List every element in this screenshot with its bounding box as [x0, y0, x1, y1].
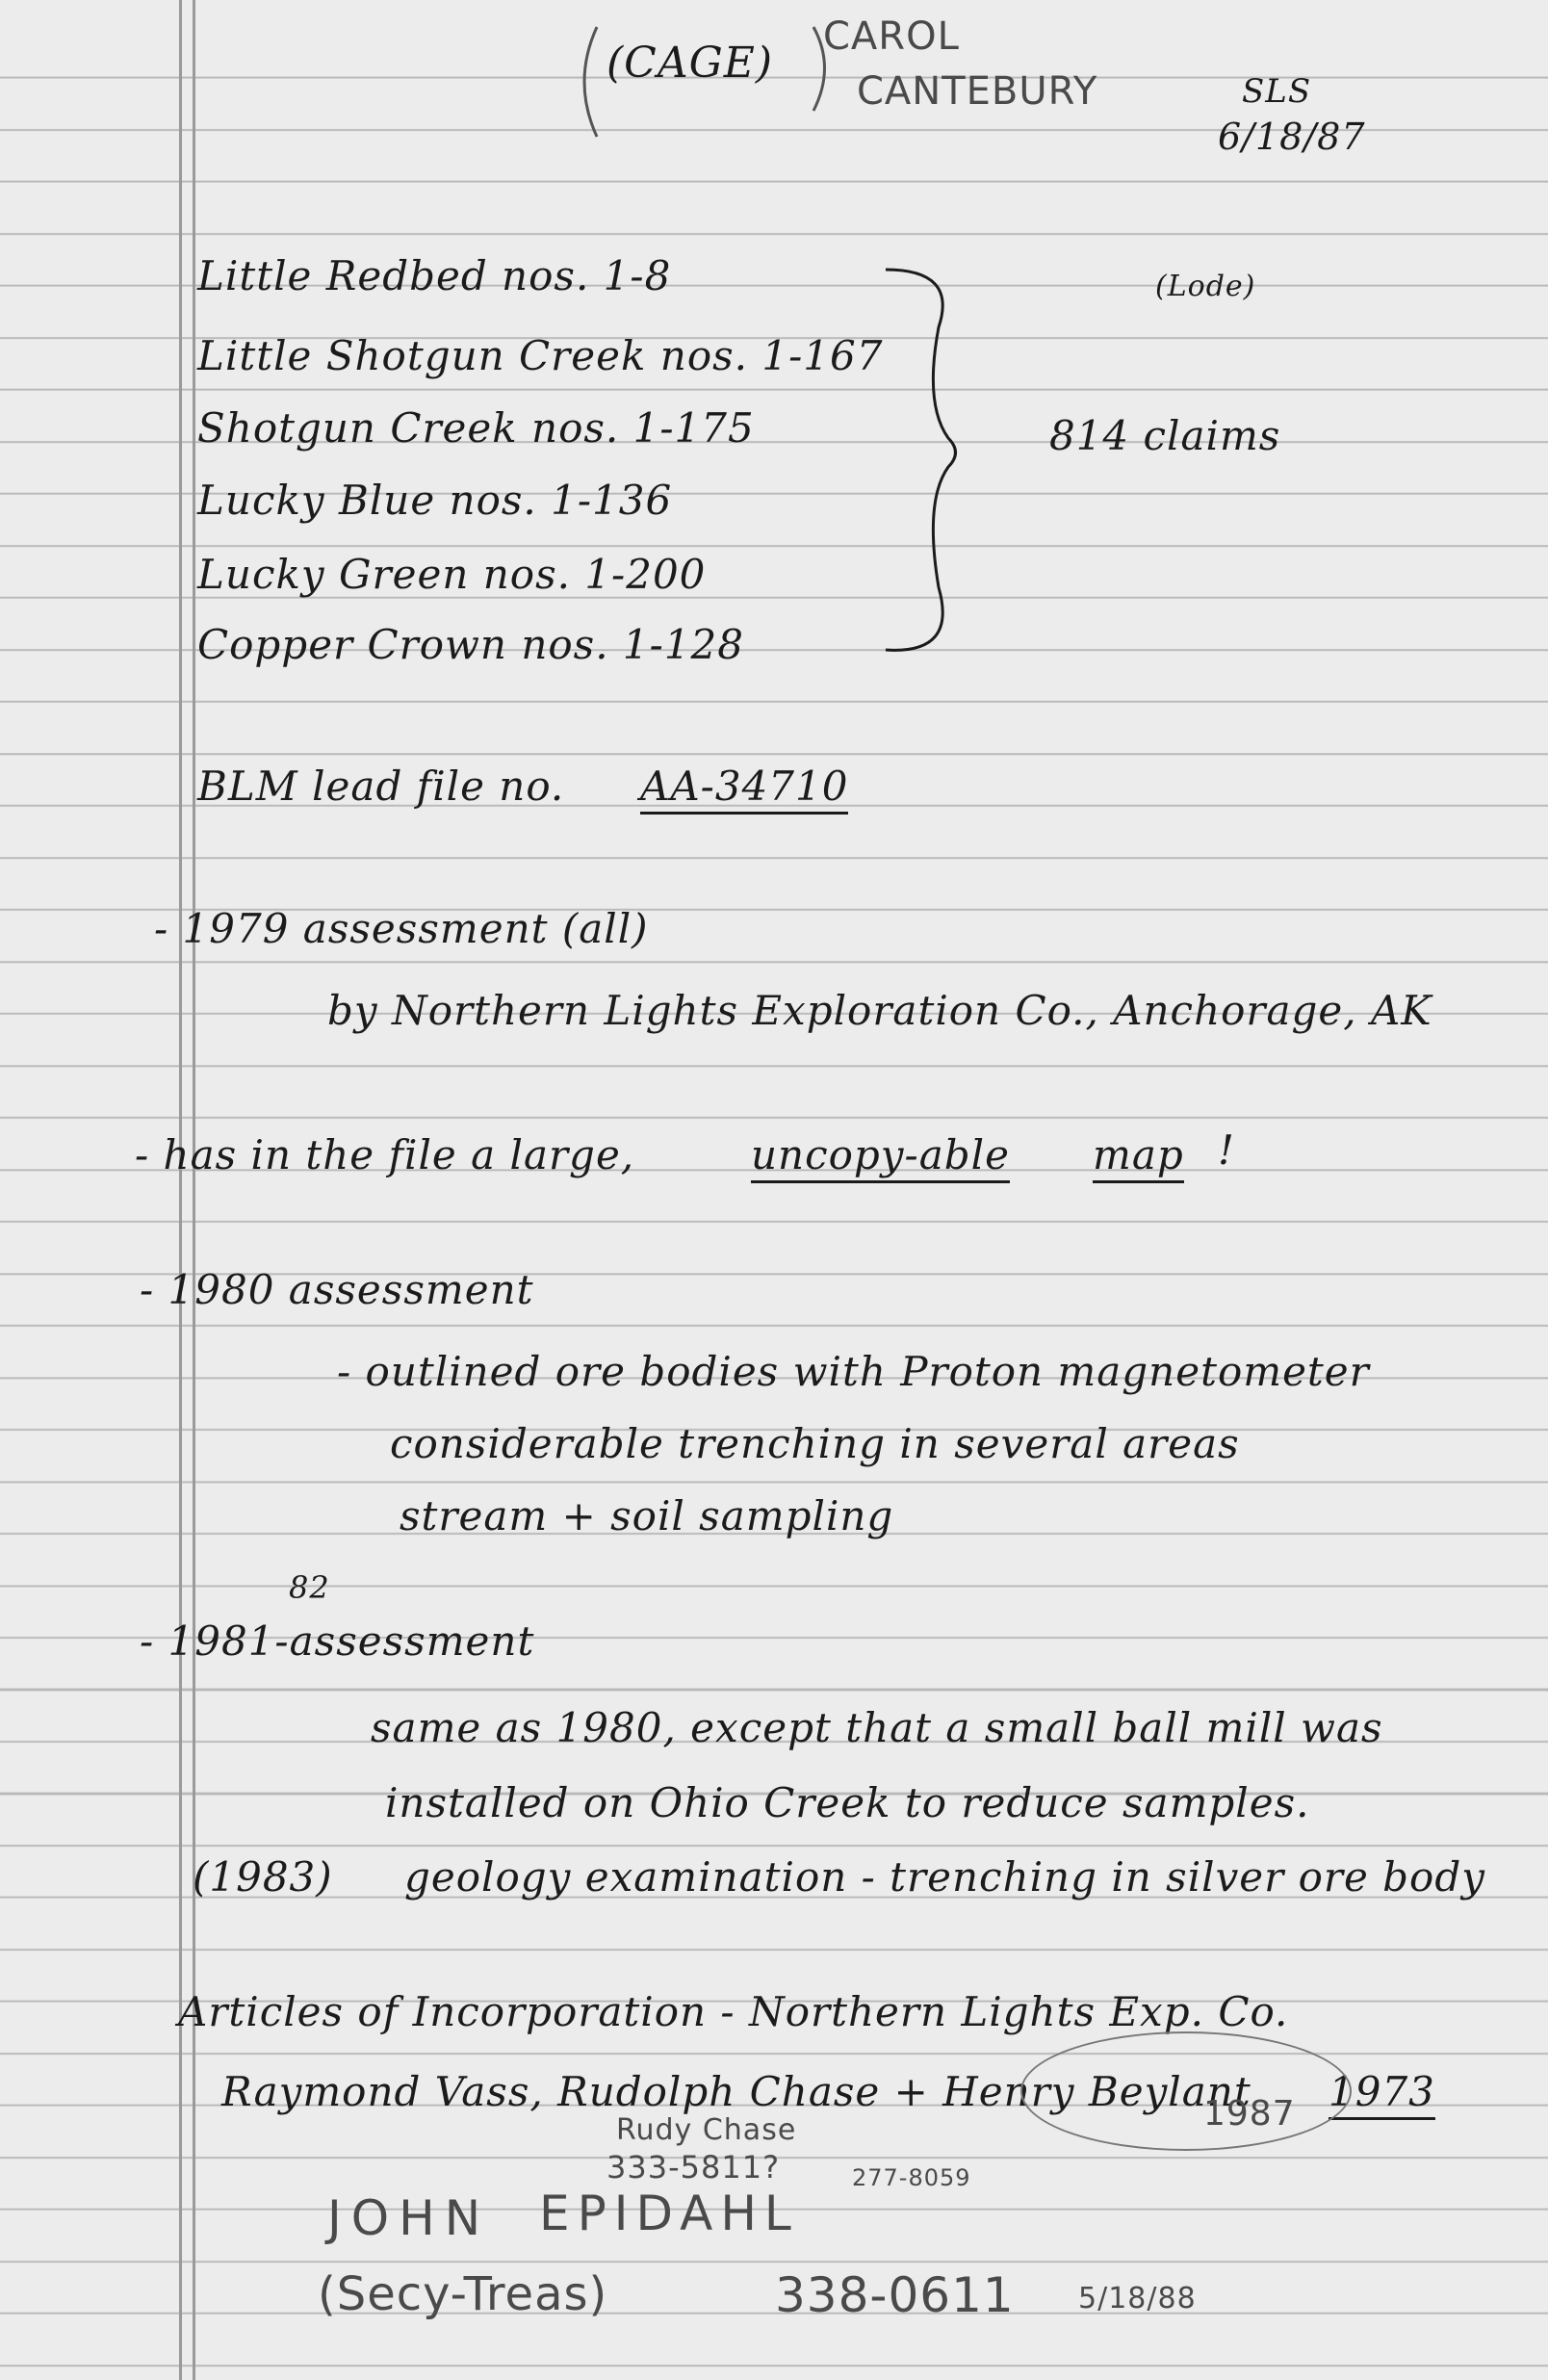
note-map-exclaim: !: [1218, 1126, 1235, 1174]
incorporation-title: Articles of Incorporation - Northern Lights Exp. Co.: [178, 1988, 1289, 2035]
note-1979: - 1979 assessment (all): [154, 905, 649, 952]
note-1980: - 1980 assessment: [140, 1266, 534, 1313]
contact-alt-phone: 277-8059: [852, 2164, 971, 2191]
claim-item: Little Redbed nos. 1-8: [197, 252, 672, 299]
note-1980-detail: considerable trenching in several areas: [390, 1420, 1240, 1467]
claims-type: (Lode): [1155, 270, 1256, 303]
claim-item: Shotgun Creek nos. 1-175: [197, 404, 755, 452]
contact-phone: 338-0611: [775, 2267, 1015, 2323]
note-1981-detail: installed on Ohio Creek to reduce samples.: [385, 1779, 1310, 1826]
note-1980-detail: - outlined ore bodies with Proton magnetometer: [337, 1348, 1370, 1395]
note-1981: - 1981-assessment: [140, 1617, 535, 1665]
circled-year: 1987: [1203, 2094, 1296, 2134]
initials: SLS: [1242, 72, 1312, 111]
note-1979-by: by Northern Lights Exploration Co., Anchorage, AK: [327, 987, 1432, 1034]
claims-brace: [866, 260, 972, 664]
contact-date: 5/18/88: [1078, 2282, 1197, 2315]
claim-item: Little Shotgun Creek nos. 1-167: [197, 332, 884, 379]
incorporation-year: 1973: [1329, 2068, 1435, 2120]
name-line-1: CAROL: [823, 14, 960, 59]
note-1983-detail: geology examination - trenching in silver ore body: [404, 1853, 1485, 1901]
contact-john-last: EPIDAHL: [539, 2186, 799, 2241]
note-1981-superscript: 82: [289, 1569, 330, 1606]
note-1981-detail: same as 1980, except that a small ball mill was: [371, 1704, 1383, 1751]
header-date: 6/18/87: [1218, 116, 1366, 158]
note-map-word: map: [1093, 1131, 1184, 1183]
contact-john-first: JOHN: [327, 2190, 491, 2246]
blm-number: AA-34710: [640, 763, 848, 815]
contact-rudy-phone: 333-5811?: [606, 2149, 781, 2186]
claim-item: Lucky Blue nos. 1-136: [197, 477, 673, 524]
cage-label: (CAGE): [606, 39, 774, 88]
note-map-prefix: - has in the file a large,: [135, 1131, 635, 1178]
incorporation-names: Raymond Vass, Rudolph Chase + Henry Beylant: [221, 2068, 1251, 2115]
blm-label: BLM lead file no.: [197, 763, 565, 810]
circled-note: [1020, 2031, 1352, 2151]
note-1980-detail: stream + soil sampling: [400, 1492, 894, 1539]
note-map-uncopyable: uncopy-able: [751, 1131, 1010, 1183]
note-1983-year: (1983): [193, 1853, 333, 1901]
name-line-2: CANTEBURY: [857, 69, 1098, 114]
claim-item: Lucky Green nos. 1-200: [197, 551, 707, 598]
claims-total: 814 claims: [1049, 412, 1281, 459]
claim-item: Copper Crown nos. 1-128: [197, 621, 744, 668]
contact-title: (Secy-Treas): [318, 2267, 608, 2321]
contact-rudy: Rudy Chase: [616, 2113, 797, 2147]
